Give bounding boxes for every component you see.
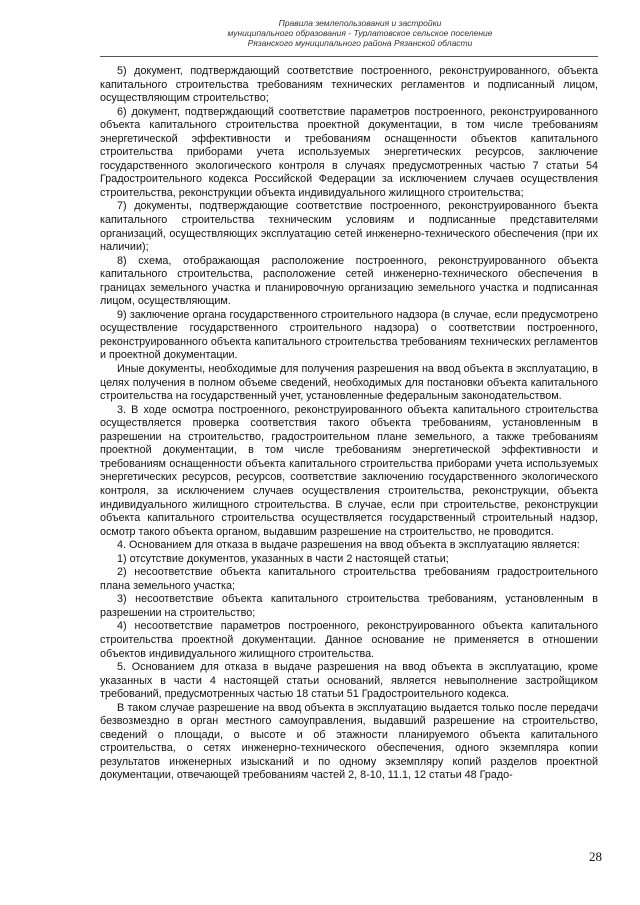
paragraph-other-documents: Иные документы, необходимые для получения разрешения на ввод объекта в эксплуатацию, в целях получения в полном объеме сведений, необходимых для постановки объекта капитального строительства на государственный учет, установленные федеральным законодательством. <box>100 363 598 403</box>
paragraph-refusal-2: 2) несоответствие объекта капитального строительства требованиям градостроительного плана земельного участка; <box>100 566 598 592</box>
paragraph-item-5: 5) документ, подтверждающий соответствие построенного, реконструированного, объекта капитального строительства требованиям технических регламентов и подписанный лицом, осуществляющим строительство; <box>100 65 598 105</box>
header-divider <box>100 56 598 57</box>
page-number: 28 <box>589 849 602 864</box>
paragraph-section-3: 3. В ходе осмотра построенного, реконструированного объекта капитального строительства осуществляется проверка соответствия такого объекта требованиям, установленным в разрешении на строительство, градостроительном плане земельного, а также требованиям проектной документации, в том числе требованиям энергетической эффективности и требованиям оснащенности объекта капитального строительства приборами учета используемых энергетических ресурсов, ресурсов, соответствие заключению государственного экологического контроля, за исключением случаев осуществления строительства, реконструкции, объекта индивидуального жилищного строительства. В случае, если при строительстве, реконструкции объекта капитального строительства осуществляется государственный строительный надзор, осмотр такого объекта органом, выдавшим разрешение на строительство, не проводится. <box>100 403 598 538</box>
document-body <box>100 65 598 783</box>
paragraph-item-8: 8) схема, отображающая расположение построенного, реконструированного объекта капитального строительства, расположение сетей инженерно-технического обеспечения в границах земельного участка и планировочную организацию земельного участка и подписанная лицом, осуществляющим. <box>100 254 598 308</box>
paragraph-refusal-4: 4) несоответствие параметров построенного, реконструированного объекта капитального строительства проектной документации. Данное основание не применяется в отношении объектов индивидуального жилищного строительства. <box>100 620 598 660</box>
paragraph-section-4: 4. Основанием для отказа в выдаче разрешения на ввод объекта в эксплуатацию является: <box>117 539 580 552</box>
paragraph-item-6: 6) документ, подтверждающий соответствие параметров построенного, реконструированного объекта капитального строительства проектной документации, в том числе требованиям энергетической эффективности и требованиям оснащенности объектов капитального строительства приборами учета используемых энергетических ресурсов, заключение государственного экологического контроля в случаях предусмотренных частью 7 статьи 54 Градостроительного кодекса Российской Федерации за исключением случаев осуществления строительства, реконструкции объекта индивидуального жилищного строительства; <box>100 105 598 199</box>
header-line-3: Рязанского муниципального района Рязанской области <box>247 38 473 48</box>
paragraph-item-9: 9) заключение органа государственного строительного надзора (в случае, если предусмотрено осуществление государственного строительного надзора) о соответствии построенного, реконструированного объекта капитального строительства требованиям технических регламентов и проектной документации. <box>100 308 598 362</box>
paragraph-section-5: 5. Основанием для отказа в выдаче разрешения на ввод объекта в эксплуатацию, кроме указанных в части 4 настоящей статьи оснований, является невыполнение застройщиком требований, предусмотренных частью 18 статьи 51 Градостроительного кодекса. <box>100 661 598 701</box>
paragraph-item-7: 7) документы, подтверждающие соответствие построенного, реконструированного бъекта капитального строительства техническим условиям и подписанные представителями организаций, осуществляющих эксплуатацию сетей инженерно-технического обеспечения (при их наличии); <box>100 200 598 254</box>
running-header <box>150 18 570 48</box>
paragraph-section-5-continued: В таком случае разрешение на ввод объекта в эксплуатацию выдается только после передачи безвозмездно в орган местного самоуправления, выдавший разрешение на строительство, сведений о площади, о высоте и об этажности планируемого объекта капитального строительства, о сетях инженерно-технического обеспечения, одного экземпляра копии результатов инженерных изысканий и по одному экземпляру копий разделов проектной документации, отвечающей требованиям частей 2, 8-10, 11.1, 12 статьи 48 Градо- <box>100 701 598 782</box>
paragraph-refusal-3: 3) несоответствие объекта капитального строительства требованиям, установленным в разрешении на строительство; <box>100 593 598 619</box>
header-line-1: Правила землепользования и застройки <box>278 18 442 28</box>
header-line-2: муниципального образования - Турлатовское сельское поселение <box>227 28 493 38</box>
paragraph-refusal-1: 1) отсутствие документов, указанных в части 2 настоящей статьи; <box>117 552 449 565</box>
